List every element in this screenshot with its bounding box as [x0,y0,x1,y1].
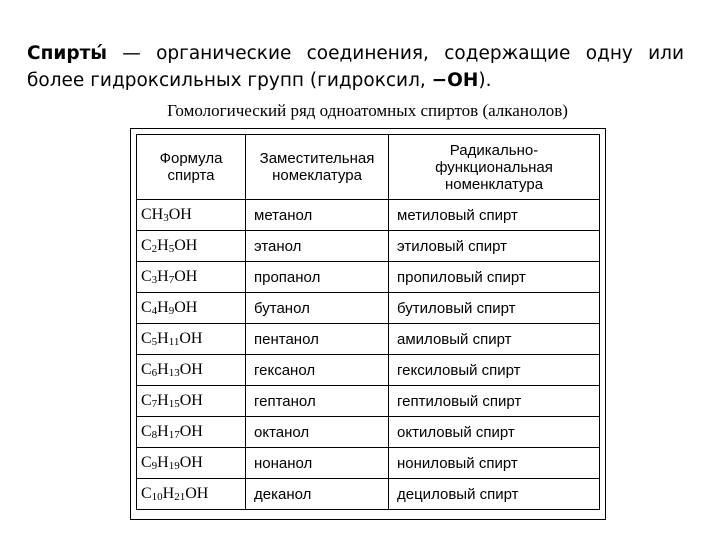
radical-name-cell: пропиловый спирт [389,262,600,293]
formula-cell: $CH_3OH$ [137,200,246,231]
intro-end: ). [478,70,492,91]
table-header-row [137,135,600,200]
header-formula: Формула спирта [137,135,246,200]
table-row [137,479,600,510]
hydrogen-count: 9 [168,305,175,317]
substitutive-name-cell: пентанол [246,324,389,355]
radical-name-cell: гептиловый спирт [389,386,600,417]
carbon-count: 9 [151,460,158,472]
table-row [137,448,600,479]
hydrogen-count: 19 [168,460,180,472]
formula-cell: $C_2H_5OH$ [137,231,246,262]
formula-cell: $C_7H_{15}OH$ [137,386,246,417]
hydrogen-count: 11 [168,336,180,348]
radical-name-cell: нониловый спирт [389,448,600,479]
carbon-count: 5 [151,336,158,348]
alcohol-table [136,134,600,510]
substitutive-name-cell: октанол [246,417,389,448]
carbon-count: 8 [151,429,158,441]
hydrogen-count: 21 [174,491,186,503]
table-row [137,355,600,386]
radical-name-cell: октиловый спирт [389,417,600,448]
table-row [137,417,600,448]
radical-name-cell: бутиловый спирт [389,293,600,324]
table-row [137,262,600,293]
carbon-count: 6 [151,367,158,379]
formula-cell: $C_8H_{17}OH$ [137,417,246,448]
substitutive-name-cell: этанол [246,231,389,262]
formula-cell: $C_{10}H_{21}OH$ [137,479,246,510]
carbon-count: 10 [151,491,163,503]
formula-cell: $C_3H_7OH$ [137,262,246,293]
intro-group: −OH [431,70,479,91]
radical-name-cell: этиловый спирт [389,231,600,262]
radical-name-cell: гексиловый спирт [389,355,600,386]
table-body [137,200,600,510]
formula-cell: $C_4H_9OH$ [137,293,246,324]
formula-cell: $C_6H_{13}OH$ [137,355,246,386]
carbon-count: 7 [151,398,158,410]
table-row [137,324,600,355]
hydrogen-count: 5 [168,243,175,255]
table-row [137,231,600,262]
carbon-count: 4 [151,305,158,317]
intro-term: Спирты́ [27,43,108,64]
hydrogen-count: 15 [168,398,180,410]
substitutive-name-cell: бутанол [246,293,389,324]
substitutive-name-cell: нонанол [246,448,389,479]
table-row [137,386,600,417]
table-title: Гомологический ряд одноатомных спиртов (алканолов) [167,101,568,120]
substitutive-name-cell: деканол [246,479,389,510]
table-row [137,200,600,231]
formula-cell: $C_5H_{11}OH$ [137,324,246,355]
hydrogen-count: 17 [168,429,180,441]
substitutive-name-cell: гексанол [246,355,389,386]
substitutive-name-cell: гептанол [246,386,389,417]
substitutive-name-cell: метанол [246,200,389,231]
alcohol-table-frame [130,128,606,520]
hydrogen-count: 3 [163,212,169,224]
carbon-count: 3 [151,274,158,286]
header-substitutive: Заместительная номеклатура [246,135,389,200]
radical-name-cell: метиловый спирт [389,200,600,231]
radical-name-cell: амиловый спирт [389,324,600,355]
table-row [137,293,600,324]
formula-cell: $C_9H_{19}OH$ [137,448,246,479]
substitutive-name-cell: пропанол [246,262,389,293]
header-radical: Радикально-функциональная номенклатура [389,135,600,200]
hydrogen-count: 7 [168,274,175,286]
carbon-count: 2 [151,243,158,255]
intro-text: — органические соединения, содержащие одну или более гидроксильных групп (гидроксил, [27,43,684,91]
intro-paragraph [27,40,684,94]
radical-name-cell: дециловый спирт [389,479,600,510]
hydrogen-count: 13 [168,367,180,379]
